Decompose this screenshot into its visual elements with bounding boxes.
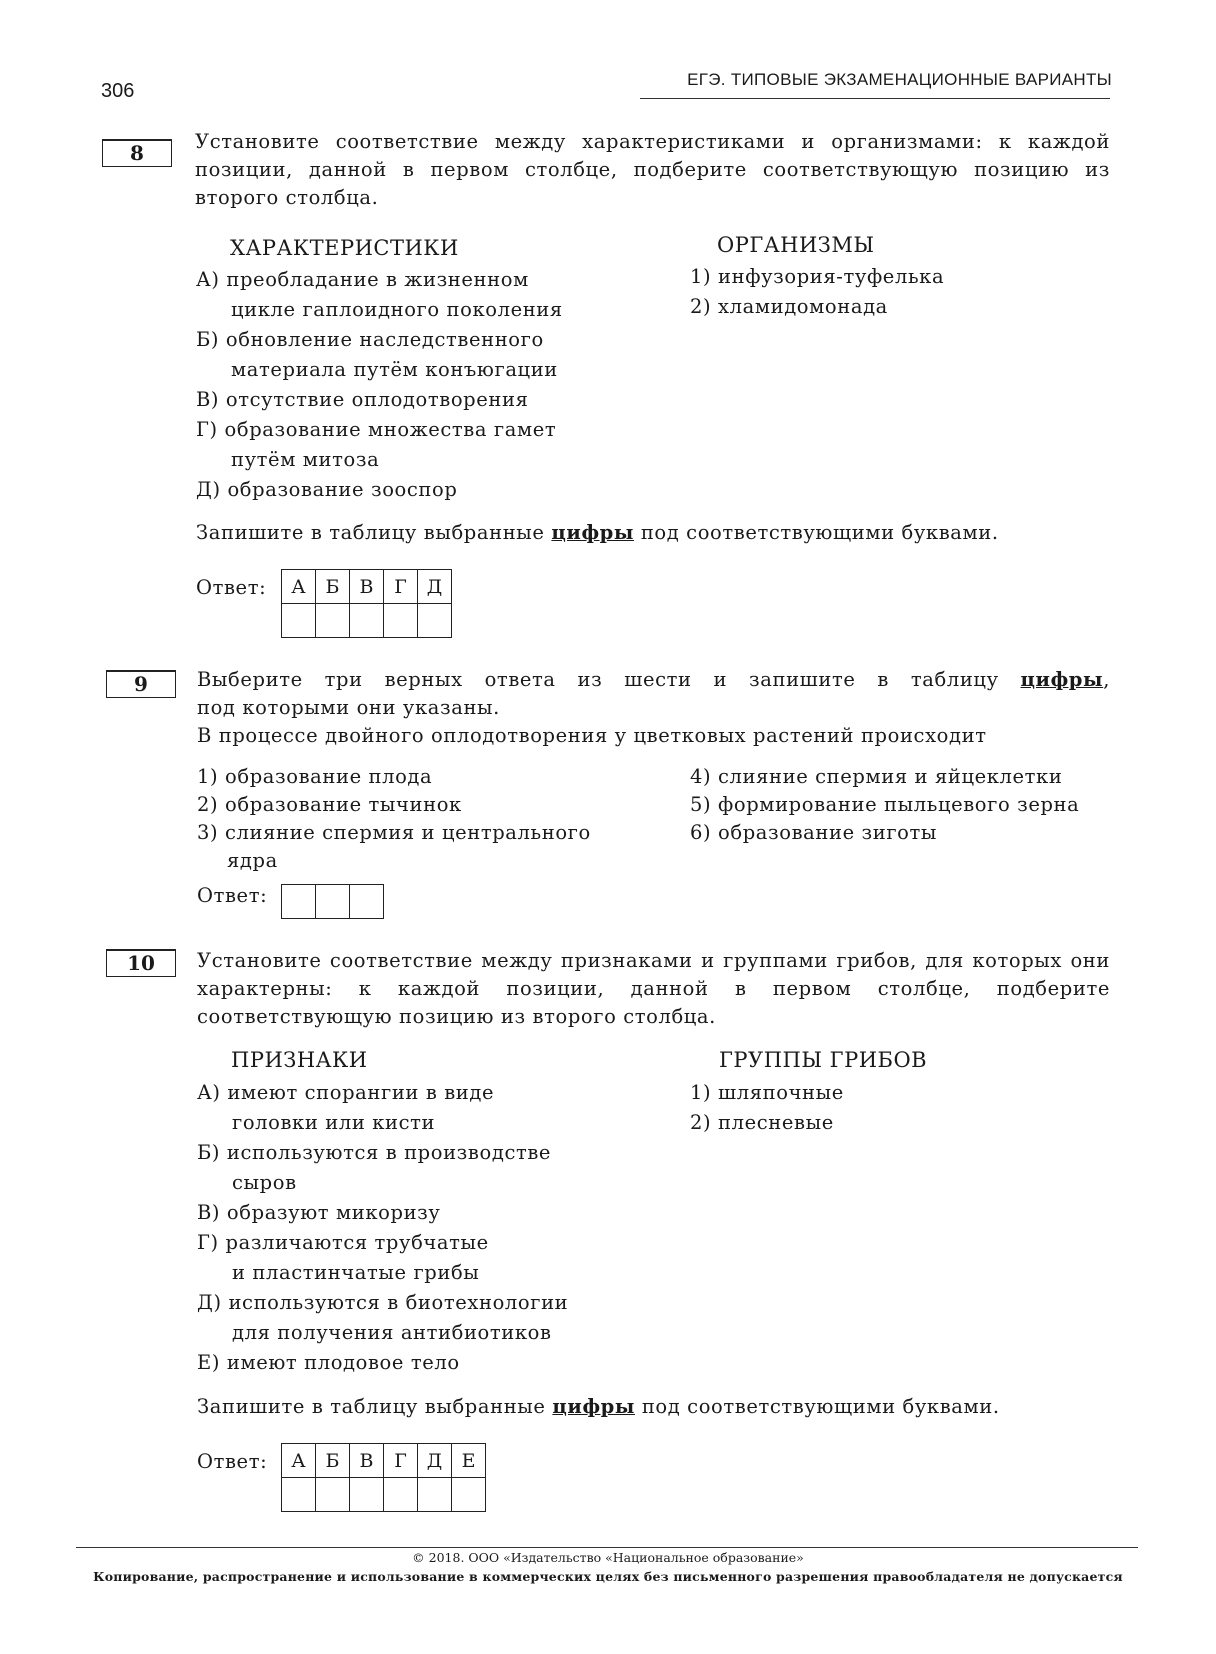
- q8-answer-cell[interactable]: [418, 604, 452, 638]
- question-9-line1: Выберите три верных ответа из шести и запишите в таблицу цифры,: [197, 668, 1110, 691]
- q8-item-b-line2: материала путём конъюгации: [231, 358, 558, 381]
- q10-answer-cell[interactable]: [350, 1478, 384, 1512]
- q8-right-header: ОРГАНИЗМЫ: [717, 233, 875, 257]
- q8-answer-cell[interactable]: [316, 604, 350, 638]
- q8-answer-label: Ответ:: [196, 576, 267, 599]
- question-9-number: 9: [106, 670, 176, 698]
- question-10-number: 10: [106, 949, 176, 977]
- question-10-instruction: Установите соответствие между признаками и группами грибов, для которых они характерны: к каждой позиции, данной в первом столбце, подберите соответствующую позицию из второго столбца.: [197, 949, 1110, 1028]
- question-9-prompt: В процессе двойного оплодотворения у цветковых растений происходит: [197, 724, 987, 747]
- question-8-number: 8: [102, 139, 172, 167]
- q8-organism-1: 1) инфузория-туфелька: [690, 265, 945, 288]
- q9-digits-emphasis: цифры: [1020, 668, 1104, 691]
- q9-option-3-line2: ядра: [227, 849, 278, 872]
- q10-answer-letter: В: [350, 1444, 384, 1478]
- q10-answer-cell[interactable]: [316, 1478, 350, 1512]
- page-number: 306: [101, 80, 135, 102]
- q8-item-g-line2: путём митоза: [231, 448, 380, 471]
- q10-right-header: ГРУППЫ ГРИБОВ: [719, 1048, 928, 1072]
- q9-answer-cell[interactable]: [316, 885, 350, 919]
- q8-answer-cell[interactable]: [350, 604, 384, 638]
- q8-item-d: Д) образование зооспор: [196, 478, 458, 501]
- q10-answer-table: [281, 1443, 486, 1512]
- q9-option-4: 4) слияние спермия и яйцеклетки: [690, 765, 1063, 788]
- q10-item-a-line1: А) имеют спорангии в виде: [197, 1081, 495, 1104]
- q10-answer-letter: А: [282, 1444, 316, 1478]
- q10-group-2: 2) плесневые: [690, 1111, 834, 1134]
- q10-answer-letter: Д: [418, 1444, 452, 1478]
- q10-item-a-line2: головки или кисти: [232, 1111, 436, 1134]
- q10-answer-letter: Г: [384, 1444, 418, 1478]
- q8-answer-cell[interactable]: [384, 604, 418, 638]
- q10-write-instruction: Запишите в таблицу выбранные цифры под соответствующими буквами.: [197, 1395, 1000, 1418]
- footer-copyright: © 2018. ООО «Издательство «Национальное образование»: [412, 1550, 804, 1565]
- q10-answer-label: Ответ:: [197, 1450, 268, 1473]
- running-title: ЕГЭ. ТИПОВЫЕ ЭКЗАМЕНАЦИОННЫЕ ВАРИАНТЫ: [687, 70, 1112, 89]
- q9-option-6: 6) образование зиготы: [690, 821, 938, 844]
- q9-answer-table: [281, 884, 384, 919]
- q10-item-v: В) образуют микоризу: [197, 1201, 441, 1224]
- q10-answer-cell[interactable]: [282, 1478, 316, 1512]
- q8-item-v: В) отсутствие оплодотворения: [196, 388, 529, 411]
- q8-organism-2: 2) хламидомонада: [690, 295, 888, 318]
- q10-answer-letter: Б: [316, 1444, 350, 1478]
- q10-item-g-line2: и пластинчатые грибы: [232, 1261, 480, 1284]
- q10-digits-emphasis: цифры: [552, 1395, 636, 1418]
- q8-item-b-line1: Б) обновление наследственного: [196, 328, 544, 351]
- q10-left-header: ПРИЗНАКИ: [231, 1048, 368, 1072]
- q8-item-a-line1: А) преобладание в жизненном: [196, 268, 529, 291]
- q8-answer-letter: А: [282, 570, 316, 604]
- q9-option-2: 2) образование тычинок: [197, 793, 462, 816]
- footer-notice: Копирование, распространение и использование в коммерческих целях без письменного разрешения правообладателя не допускается: [93, 1569, 1123, 1584]
- q10-item-g-line1: Г) различаются трубчатые: [197, 1231, 489, 1254]
- q10-item-b-line2: сыров: [232, 1171, 297, 1194]
- q9-answer-label: Ответ:: [197, 884, 268, 907]
- question-9-line2: под которыми они указаны.: [197, 696, 500, 719]
- q10-item-b-line1: Б) используются в производстве: [197, 1141, 552, 1164]
- q10-item-d-line1: Д) используются в биотехнологии: [197, 1291, 569, 1314]
- q9-option-3-line1: 3) слияние спермия и центрального: [197, 821, 591, 844]
- q10-answer-cell[interactable]: [418, 1478, 452, 1512]
- footer-rule: [76, 1547, 1138, 1548]
- question-8-instruction: Установите соответствие между характеристиками и организмами: к каждой позиции, данной в первом столбце, подберите соответствующую позицию из второго столбца.: [195, 130, 1110, 209]
- q9-answer-cell[interactable]: [350, 885, 384, 919]
- q8-answer-letter: В: [350, 570, 384, 604]
- header-rule: [640, 98, 1110, 99]
- q8-answer-letter: Б: [316, 570, 350, 604]
- q9-option-1: 1) образование плода: [197, 765, 433, 788]
- q10-item-e: Е) имеют плодовое тело: [197, 1351, 460, 1374]
- q8-answer-letter: Д: [418, 570, 452, 604]
- q10-answer-cell[interactable]: [384, 1478, 418, 1512]
- q8-write-instruction: Запишите в таблицу выбранные цифры под соответствующими буквами.: [196, 521, 999, 544]
- q10-group-1: 1) шляпочные: [690, 1081, 844, 1104]
- q8-answer-letter: Г: [384, 570, 418, 604]
- q10-answer-cell[interactable]: [452, 1478, 486, 1512]
- q8-answer-table: [281, 569, 452, 638]
- q10-item-d-line2: для получения антибиотиков: [232, 1321, 552, 1344]
- q8-item-a-line2: цикле гаплоидного поколения: [231, 298, 563, 321]
- q8-item-g-line1: Г) образование множества гамет: [196, 418, 557, 441]
- q9-option-5: 5) формирование пыльцевого зерна: [690, 793, 1080, 816]
- q8-answer-cell[interactable]: [282, 604, 316, 638]
- q9-answer-cell[interactable]: [282, 885, 316, 919]
- q8-left-header: ХАРАКТЕРИСТИКИ: [230, 236, 459, 260]
- q8-digits-emphasis: цифры: [551, 521, 635, 544]
- q10-answer-letter: Е: [452, 1444, 486, 1478]
